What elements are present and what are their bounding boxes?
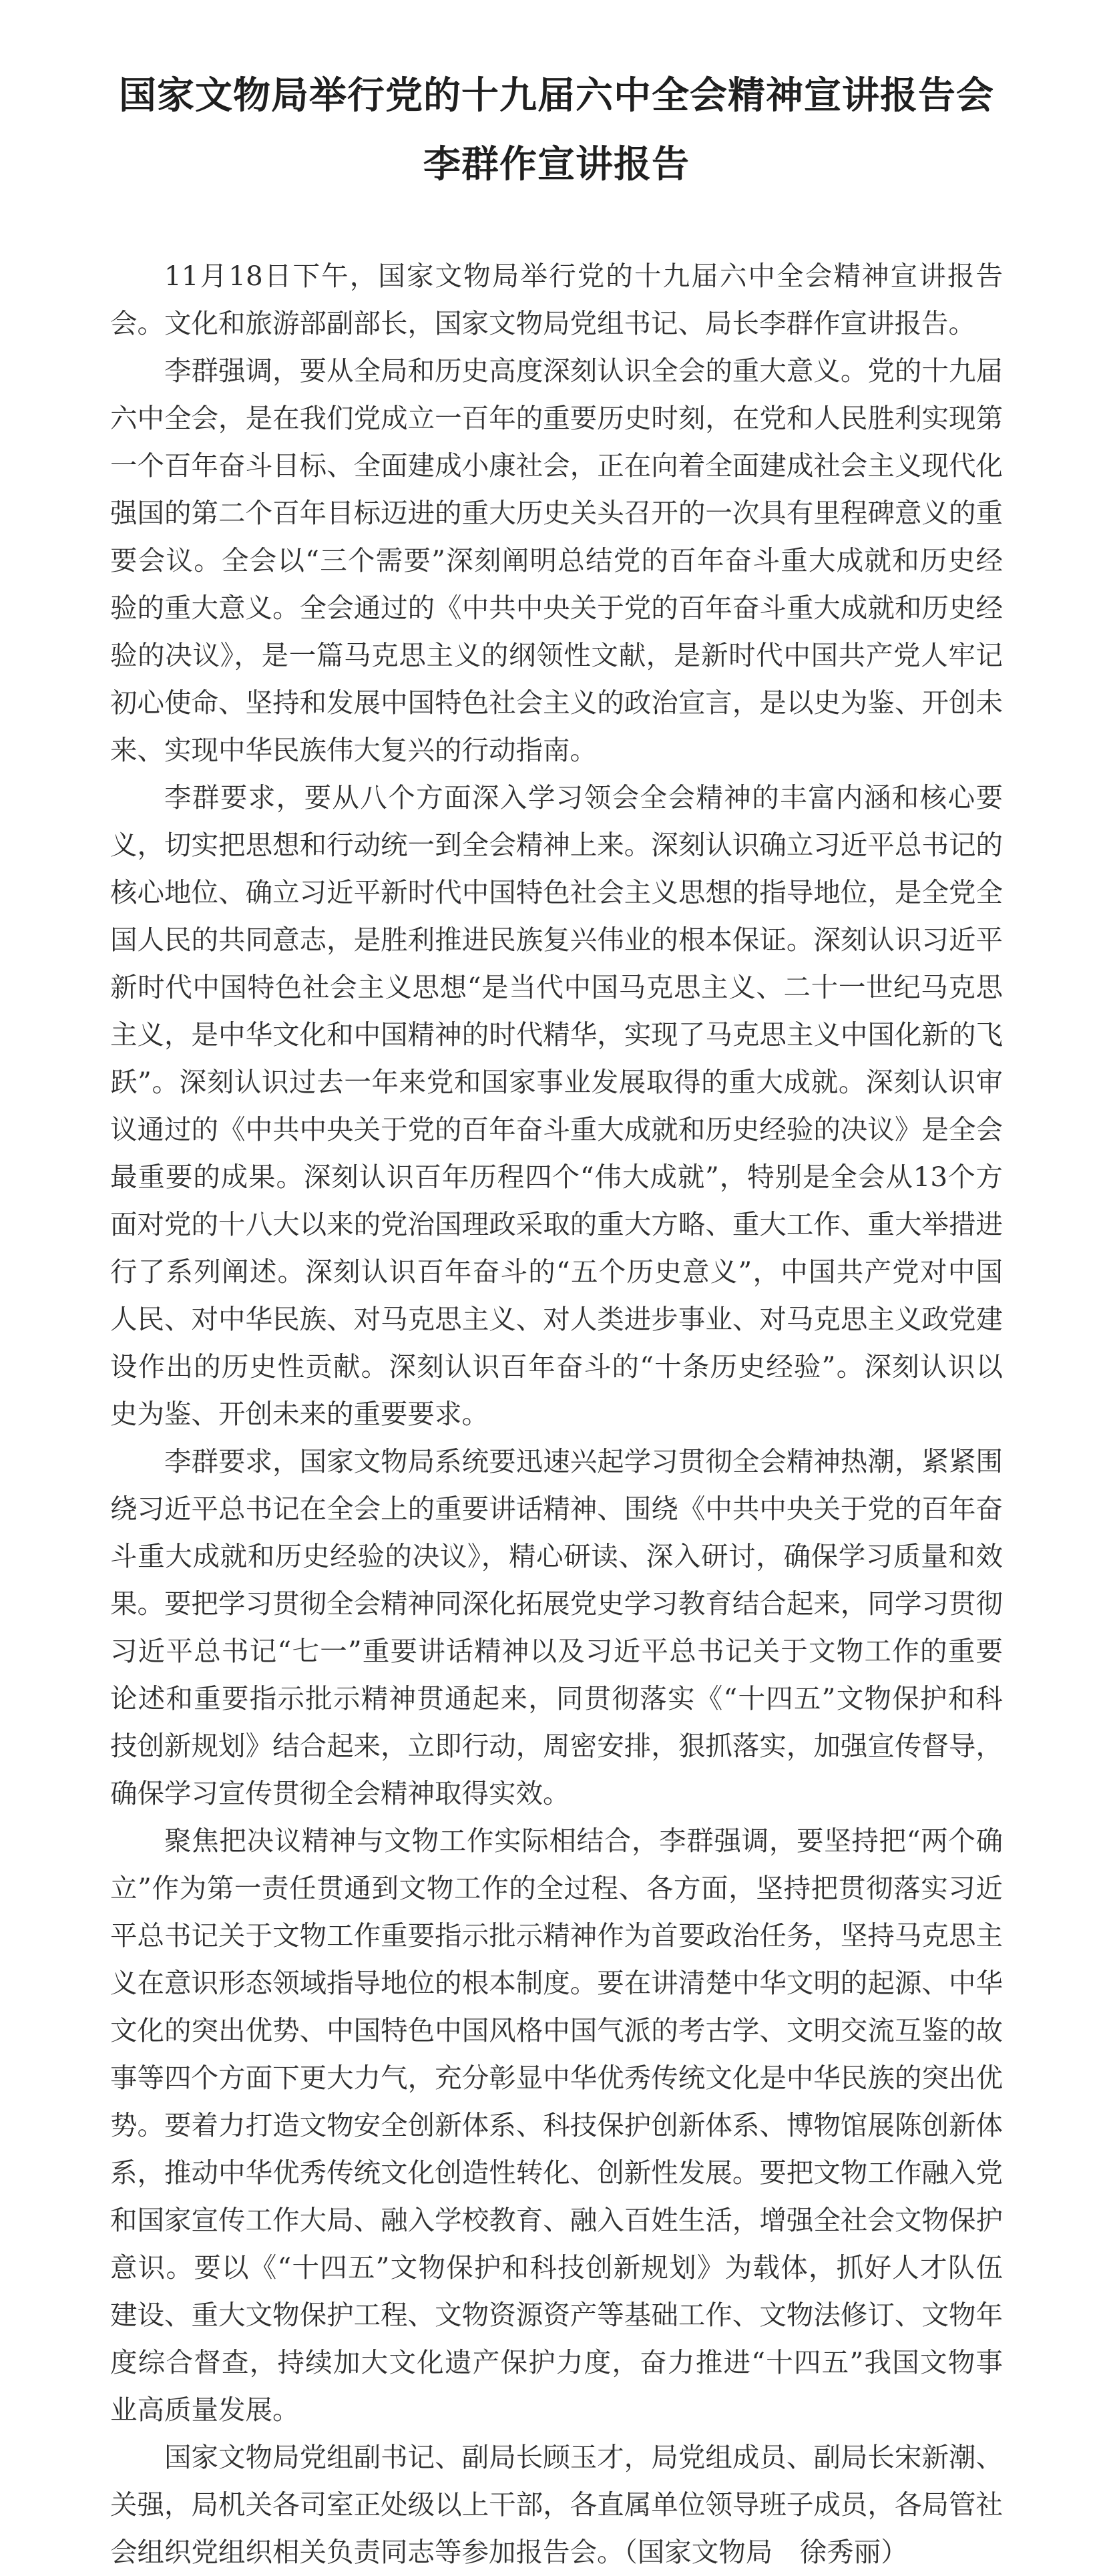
paragraph-5: 聚焦把决议精神与文物工作实际相结合，李群强调，要坚持把“两个确立”作为第一责任贯通到文物工作的全过程、各方面，坚持把贯彻落实习近平总书记关于文物工作重要指示批示精神作为首要政治任务，坚持马克思主义在意识形态领域指导地位的根本制度。要在讲清楚中华文明的起源、中华文化的突出优势、中国特色中国风格中国气派的考古学、文明交流互鉴的故事等四个方面下更大力气，充分彰显中华优秀传统文化是中华民族的突出优势。要着力打造文物安全创新体系、科技保护创新体系、博物馆展陈创新体系，推动中华优秀传统文化创造性转化、创新性发展。要把文物工作融入党和国家宣传工作大局、融入学校教育、融入百姓生活，增强全社会文物保护意识。要以《“十四五”文物保护和科技创新规划》为载体，抓好人才队伍建设、重大文物保护工程、文物资源资产等基础工作、文物法修订、文物年度综合督查，持续加大文化遗产保护力度，奋力推进“十四五”我国文物事业高质量发展。 — [110, 1825, 1003, 2426]
title-line-1: 国家文物局举行党的十九届六中全会精神宣讲报告会 — [119, 74, 994, 118]
article-body — [110, 252, 1003, 2576]
paragraph-2: 李群强调，要从全局和历史高度深刻认识全会的重大意义。党的十九届六中全会，是在我们党成立一百年的重要历史时刻，在党和人民胜利实现第一个百年奋斗目标、全面建成小康社会，正在向着全面建成社会主义现代化强国的第二个百年目标迈进的重大历史关头召开的一次具有里程碑意义的重要会议。全会以“三个需要”深刻阐明总结党的百年奋斗重大成就和历史经验的重大意义。全会通过的《中共中央关于党的百年奋斗重大成就和历史经验的决议》，是一篇马克思主义的纲领性文献，是新时代中国共产党人牢记初心使命、坚持和发展中国特色社会主义的政治宣言，是以史为鉴、开创未来、实现中华民族伟大复兴的行动指南。 — [110, 355, 1003, 766]
paragraph-3: 李群要求，要从八个方面深入学习领会全会精神的丰富内涵和核心要义，切实把思想和行动统一到全会精神上来。深刻认识确立习近平总书记的核心地位、确立习近平新时代中国特色社会主义思想的指导地位，是全党全国人民的共同意志，是胜利推进民族复兴伟业的根本保证。深刻认识习近平新时代中国特色社会主义思想“是当代中国马克思主义、二十一世纪马克思主义，是中华文化和中国精神的时代精华，实现了马克思主义中国化新的飞跃”。深刻认识过去一年来党和国家事业发展取得的重大成就。深刻认识审议通过的《中共中央关于党的百年奋斗重大成就和历史经验的决议》是全会最重要的成果。深刻认识百年历程四个“伟大成就”，特别是全会从13个方面对党的十八大以来的党治国理政采取的重大方略、重大工作、重大举措进行了系列阐述。深刻认识百年奋斗的“五个历史意义”，中国共产党对中国人民、对中华民族、对马克思主义、对人类进步事业、对马克思主义政党建设作出的历史性贡献。深刻认识百年奋斗的“十条历史经验”。深刻认识以史为鉴、开创未来的重要要求。 — [110, 781, 1003, 1430]
paragraph-6: 国家文物局党组副书记、副局长顾玉才，局党组成员、副局长宋新潮、关强，局机关各司室正处级以上干部，各直属单位领导班子成员，各局管社会组织党组织相关负责同志等参加报告会。（国家文物局 徐秀丽） — [110, 2441, 1003, 2568]
article-title — [110, 61, 1003, 199]
title-line-2: 李群作宣讲报告 — [423, 143, 690, 186]
paragraph-1: 11月18日下午，国家文物局举行党的十九届六中全会精神宣讲报告会。文化和旅游部副部长，国家文物局党组书记、局长李群作宣讲报告。 — [110, 260, 1003, 339]
paragraph-4: 李群要求，国家文物局系统要迅速兴起学习贯彻全会精神热潮，紧紧围绕习近平总书记在全会上的重要讲话精神、围绕《中共中央关于党的百年奋斗重大成就和历史经验的决议》，精心研读、深入研讨，确保学习质量和效果。要把学习贯彻全会精神同深化拓展党史学习教育结合起来，同学习贯彻习近平总书记“七一”重要讲话精神以及习近平总书记关于文物工作的重要论述和重要指示批示精神贯通起来，同贯彻落实《“十四五”文物保护和科技创新规划》结合起来，立即行动，周密安排，狠抓落实，加强宣传督导，确保学习宣传贯彻全会精神取得实效。 — [110, 1445, 1003, 1809]
